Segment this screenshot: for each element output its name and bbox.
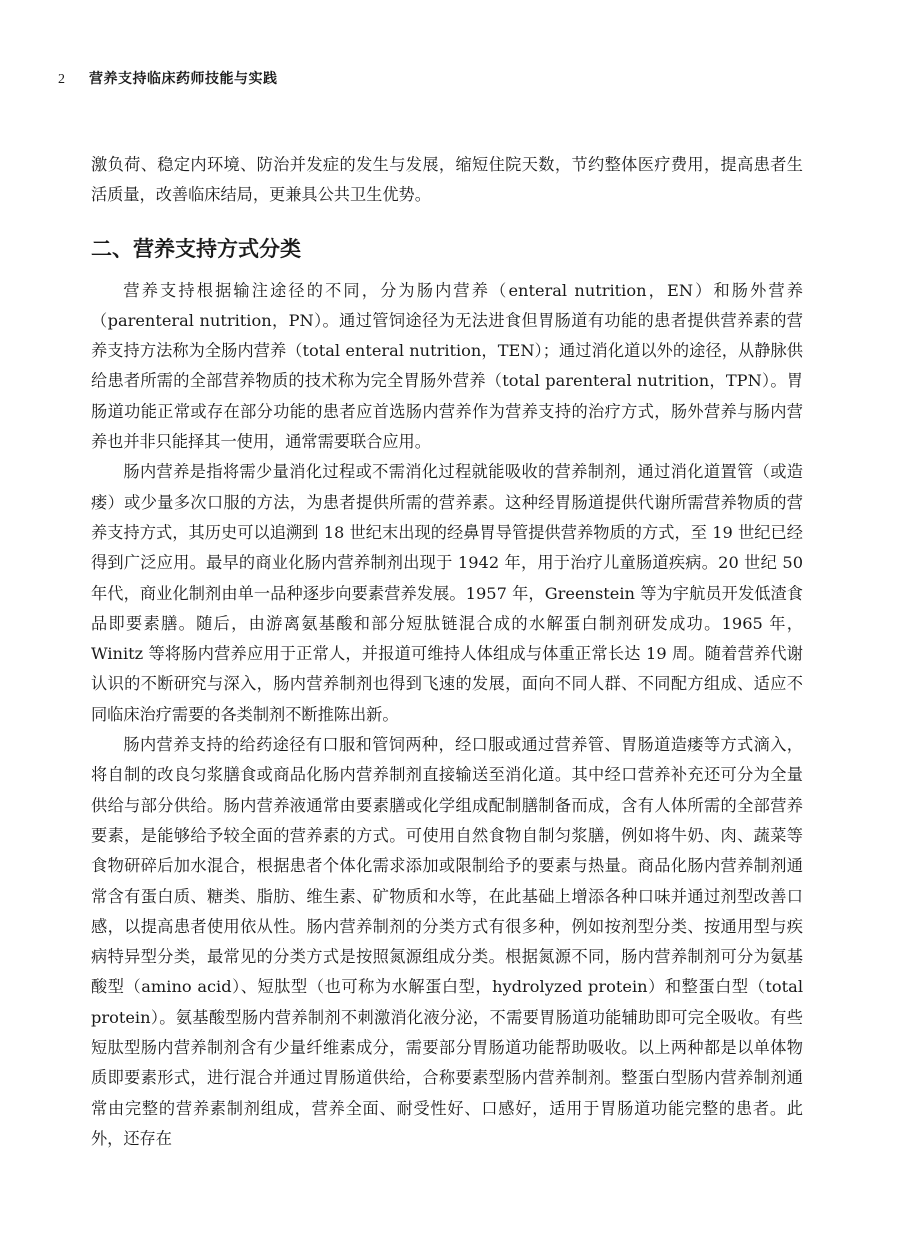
paragraph-enteral-administration: 肠内营养支持的给药途径有口服和管饲两种，经口服或通过营养管、胃肠道造瘘等方式滴入，将自制的改良匀浆膳食或商品化肠内营养制剂直接输送至消化道。其中经口营养补充还可分为全量供给与部分供给。肠内营养液通常由要素膳或化学组成配制膳制备而成，含有人体所需的全部营养要素，是能够给予较全面的营养素的方式。可使用自然食物自制匀浆膳，例如将牛奶、肉、蔬菜等食物研碎后加水混合，根据患者个体化需求添加或限制给予的要素与热量。商品化肠内营养制剂通常含有蛋白质、糖类、脂肪、维生素、矿物质和水等，在此基础上增添各种口味并通过剂型改善口感，以提高患者使用依从性。肠内营养制剂的分类方式有很多种，例如按剂型分类、按通用型与疾病特异型分类，最常见的分类方式是按照氮源组成分类。根据氮源不同，肠内营养制剂可分为氨基酸型（amino acid）、短肽型（也可称为水解蛋白型，hydrolyzed protein）和整蛋白型（total protein）。氨基酸型肠内营养制剂不刺激消化液分泌，不需要胃肠道功能辅助即可完全吸收。有些短肽型肠内营养制剂含有少量纤维素成分，需要部分胃肠道功能帮助吸收。以上两种都是以单体物质即要素形式，进行混合并通过胃肠道供给，合称要素型肠内营养制剂。整蛋白型肠内营养制剂通常由完整的营养素制剂组成，营养全面、耐受性好、口感好，适用于胃肠道功能完整的患者。此外，还存在 (91, 735, 803, 1148)
intro-paragraph: 激负荷、稳定内环境、防治并发症的发生与发展，缩短住院天数，节约整体医疗费用，提高患者生活质量，改善临床结局，更兼具公共卫生优势。 (91, 155, 803, 205)
book-title: 营养支持临床药师技能与实践 (89, 71, 278, 87)
running-header (58, 68, 278, 90)
page-body (91, 150, 803, 1154)
paragraph-routes: 营养支持根据输注途径的不同，分为肠内营养（enteral nutrition，EN）和肠外营养（parenteral nutrition，PN）。通过管饲途径为无法进食但胃肠道有功能的患者提供营养素的营养支持方法称为全肠内营养（total enteral nutrition，TEN）；通过消化道以外的途径，从静脉供给患者所需的全部营养物质的技术称为完全胃肠外营养（total parenteral nutrition，TPN）。胃肠道功能正常或存在部分功能的患者应首选肠内营养作为营养支持的治疗方式，肠外营养与肠内营养也并非只能择其一使用，通常需要联合应用。 (91, 280, 803, 452)
page-number: 2 (58, 72, 65, 87)
section-heading: 二、营养支持方式分类 (91, 236, 301, 261)
paragraph-enteral-history: 肠内营养是指将需少量消化过程或不需消化过程就能吸收的营养制剂，通过消化道置管（或造瘘）或少量多次口服的方法，为患者提供所需的营养素。这种经胃肠道提供代谢所需营养物质的营养支持方式，其历史可以追溯到 18 世纪末出现的经鼻胃导管提供营养物质的方式，至 19 世纪已经得到广泛应用。最早的商业化肠内营养制剂出现于 1942 年，用于治疗儿童肠道疾病。20 世纪 50 年代，商业化制剂由单一品种逐步向要素营养发展。1957 年，Greenstein 等为宇航员开发低渣食品即要素膳。随后，由游离氨基酸和部分短肽链混合成的水解蛋白制剂研发成功。1965 年，Winitz 等将肠内营养应用于正常人，并报道可维持人体组成与体重正常长达 19 周。随着营养代谢认识的不断研究与深入，肠内营养制剂也得到飞速的发展，面向不同人群、不同配方组成、适应不同临床治疗需要的各类制剂不断推陈出新。 (91, 462, 803, 724)
